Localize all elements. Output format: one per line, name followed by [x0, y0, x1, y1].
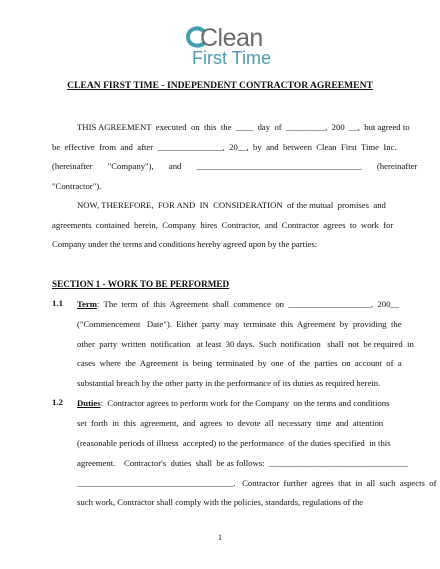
- document-title: CLEAN FIRST TIME - INDEPENDENT CONTRACTOR AGREEMENT: [67, 80, 373, 91]
- clause-number: 1.1: [52, 298, 63, 308]
- clause-line: ("Commencement Date"). Either party may terminate this Agreement by providing the: [77, 319, 402, 329]
- clause-line: other party written notification at least 30 days. Such notification shall not be required in: [77, 339, 414, 349]
- consideration-line: Company under the terms and conditions hereby agreed upon by the parties:: [52, 239, 318, 249]
- clause-keyword: Duties: [77, 398, 101, 408]
- clause-number: 1.2: [52, 397, 63, 407]
- clause-line: substantial breach by the other party in the performance of its duties as required herein.: [77, 378, 381, 388]
- logo-word-first-time: First Time: [192, 48, 271, 68]
- clause-line: (reasonable periods of illness accepted) to the performance of the duties specified in this: [77, 438, 391, 448]
- consideration-line: NOW, THEREFORE, FOR AND IN CONSIDERATION of the mutual promises and: [77, 200, 386, 210]
- logo-word-clean: Clean: [200, 24, 263, 52]
- page-number: 1: [218, 533, 222, 542]
- intro-line: (hereinafter "Company"), and ______________________________________ (hereinafter: [52, 161, 418, 171]
- section-1-heading: SECTION 1 - WORK TO BE PERFORMED: [52, 279, 230, 289]
- clause-line: Duties: Contractor agrees to perform work for the Company on the terms and conditions: [77, 398, 390, 408]
- intro-line: be effective from and after _______________, 20__, by and between Clean First Time Inc.: [52, 142, 397, 152]
- company-logo: [186, 24, 271, 70]
- clause-line: Term: The term of this Agreement shall commence on ___________________, 200__: [77, 299, 400, 309]
- clause-line: ____________________________________. Contractor further agrees that in all such aspects of: [77, 478, 437, 488]
- intro-line: THIS AGREEMENT executed on this the ____ day of _________, 200 __, but agreed to: [77, 122, 410, 132]
- clause-line: such work, Contractor shall comply with the policies, standards, regulations of the: [77, 497, 364, 507]
- clause-line: agreement. Contractor's duties shall be as follows: ________________________________: [77, 458, 408, 468]
- consideration-line: agreements contained herein, Company hires Contractor, and Contractor agrees to work for: [52, 220, 394, 230]
- intro-line: "Contractor").: [52, 181, 102, 191]
- clause-keyword: Term: [77, 299, 97, 309]
- clause-line: set forth in this agreement, and agrees to devote all necessary time and attention: [77, 418, 384, 428]
- clause-line: cases where the Agreement is being terminated by one of the parties on account of a: [77, 358, 402, 368]
